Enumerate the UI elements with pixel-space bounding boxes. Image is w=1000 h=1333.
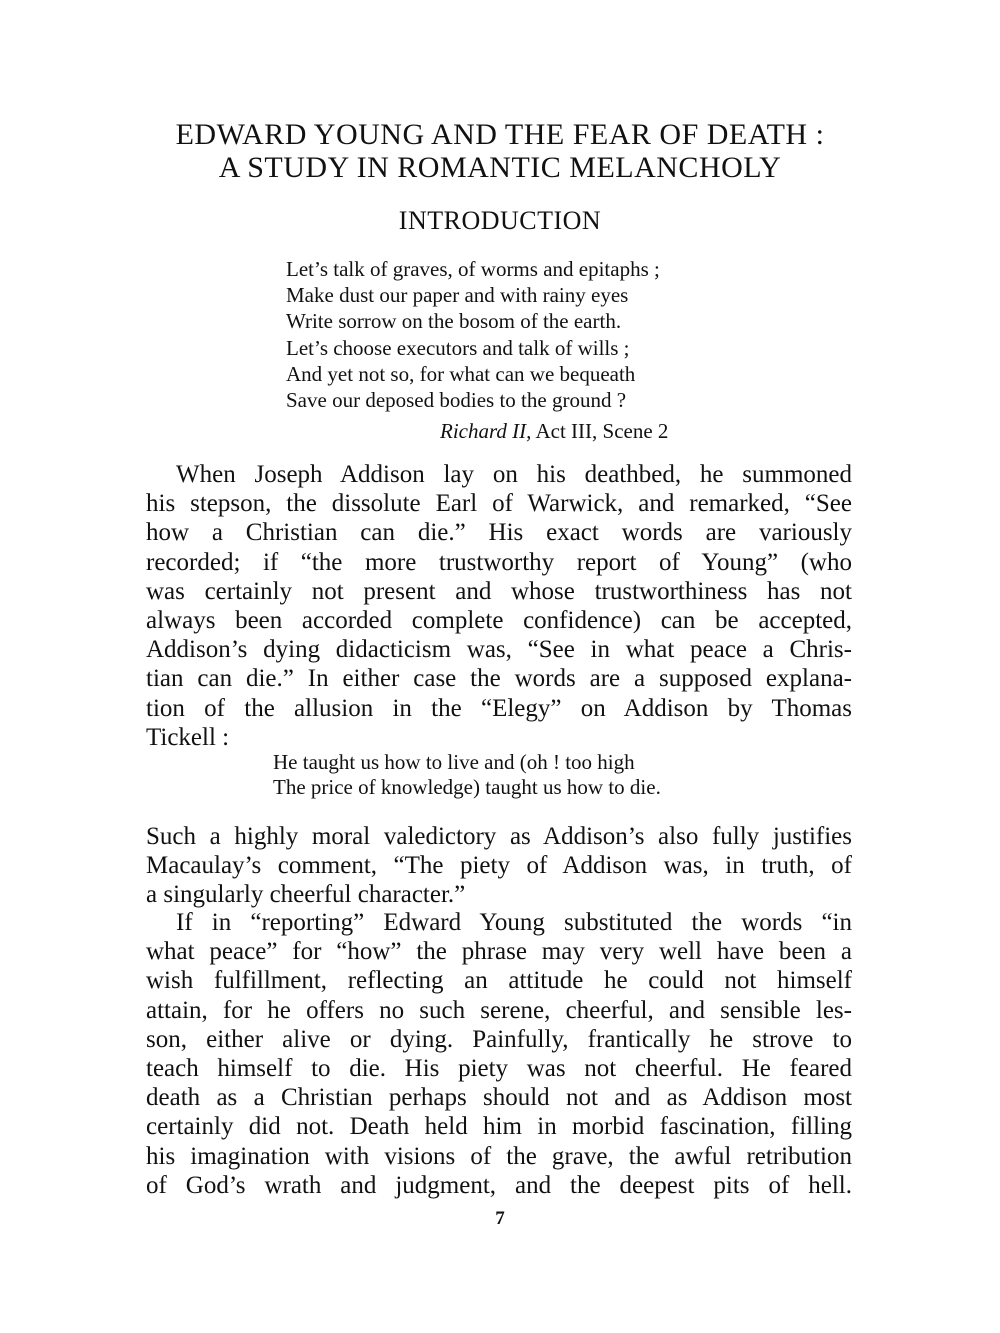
verse-line: He taught us how to live and (oh ! too high xyxy=(273,750,635,774)
epigraph xyxy=(286,256,706,413)
epigraph-line: Write sorrow on the bosom of the earth. xyxy=(286,309,622,334)
epigraph-line: And yet not so, for what can we bequeath xyxy=(286,361,636,386)
verse-line: The price of knowledge) taught us how to die. xyxy=(273,775,661,799)
text-line: how a Christian can die.” His exact words are variously xyxy=(146,519,852,547)
title-line-2: A STUDY IN ROMANTIC MELANCHOLY xyxy=(218,151,782,184)
text-line: attain, for he offers no such serene, cheerful, and sensible les- xyxy=(146,996,852,1024)
text-line: always been accorded complete confidence) can be accepted, xyxy=(146,607,852,635)
text-line: son, either alive or dying. Painfully, frantically he strove to xyxy=(146,1025,852,1053)
text-line: Macaulay’s comment, “The piety of Addison was, in truth, of xyxy=(146,852,852,880)
text-line: teach himself to die. His piety was not cheerful. He feared xyxy=(146,1055,852,1083)
paragraph-1 xyxy=(146,460,852,752)
text-line: Addison’s dying didacticism was, “See in what peace a Chris- xyxy=(146,636,852,664)
epigraph-line: Make dust our paper and with rainy eyes xyxy=(286,283,629,308)
text-line: When Joseph Addison lay on his deathbed, he summoned xyxy=(176,461,852,488)
text-line: tian can die.” In either case the words are a supposed explana- xyxy=(146,665,852,693)
epigraph-source-location: Act III, Scene 2 xyxy=(531,419,669,443)
epigraph-attribution xyxy=(440,418,668,444)
paragraph-3 xyxy=(146,908,852,1200)
title-line-1: EDWARD YOUNG AND THE FEAR OF DEATH : xyxy=(175,118,825,151)
text-line: a singularly cheerful character.” xyxy=(146,881,466,909)
text-line: death as a Christian perhaps should not and as Addison most xyxy=(146,1084,852,1112)
paragraph-2 xyxy=(146,822,852,910)
text-line: certainly did not. Death held him in morbid fascination, filling xyxy=(146,1113,852,1141)
text-line: tion of the allusion in the “Elegy” on Addison by Thomas xyxy=(146,694,852,722)
section-heading: INTRODUCTION xyxy=(398,206,602,235)
text-line: what peace” for “how” the phrase may very well have been a xyxy=(146,938,852,966)
text-line: If in “reporting” Edward Young substituted the words “in xyxy=(176,909,852,936)
text-line: Such a highly moral valedictory as Addison’s also fully justifies xyxy=(146,823,852,850)
text-line: Tickell : xyxy=(146,723,230,751)
epigraph-line: Let’s choose executors and talk of wills ; xyxy=(286,335,630,360)
text-line: his imagination with visions of the grave, the awful retribution xyxy=(146,1142,852,1170)
epigraph-line: Let’s talk of graves, of worms and epitaphs ; xyxy=(286,257,660,281)
text-line: wish fulfillment, reflecting an attitude he could not himself xyxy=(146,967,852,995)
text-line: his stepson, the dissolute Earl of Warwick, and remarked, “See xyxy=(146,490,852,518)
epigraph-source-title: Richard II, xyxy=(440,419,532,443)
epigraph-line: Save our deposed bodies to the ground ? xyxy=(286,388,627,413)
text-line: of God’s wrath and judgment, and the deepest pits of hell. xyxy=(146,1171,852,1199)
text-line: recorded; if “the more trustworthy report of Young” (who xyxy=(146,548,852,576)
text-line: was certainly not present and whose trustworthiness has not xyxy=(146,577,852,605)
quoted-verse xyxy=(273,750,773,800)
page-number: 7 xyxy=(495,1208,505,1229)
